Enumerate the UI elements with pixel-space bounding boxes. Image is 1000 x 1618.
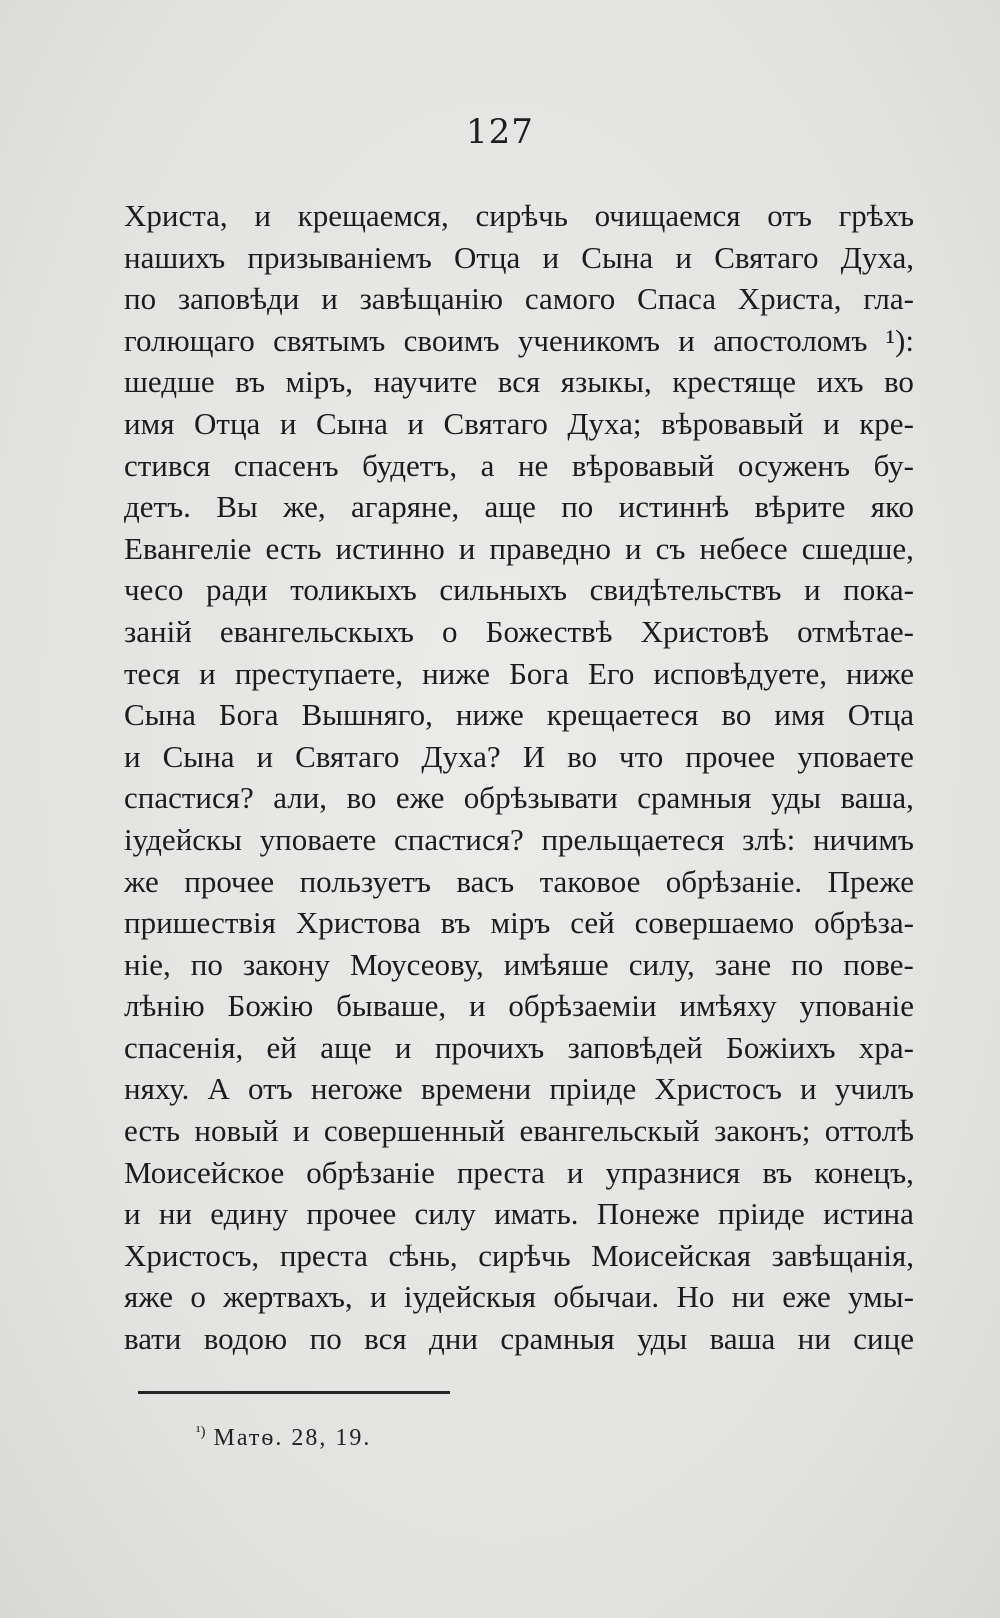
text-line: спастися? али, во еже обрѣзывати срамныя уды ваша, — [124, 780, 914, 816]
text-line: Сына Бога Вышняго, ниже крещаетеся во имя Отца — [124, 697, 914, 733]
text-line: по заповѣди и завѣщанію самого Спаса Христа, гла- — [124, 281, 914, 317]
text-line: спасенія, ей аще и прочихъ заповѣдей Божіихъ хра- — [124, 1029, 914, 1065]
text-line: теся и преступаете, ниже Бога Его исповѣдуете, ниже — [124, 655, 914, 691]
text-line: детъ. Вы же, агаряне, аще по истиннѣ вѣрите яко — [124, 489, 914, 525]
text-line: ніе, по закону Моусеову, имѣяше силу, зане по пове- — [124, 946, 914, 982]
body-text — [124, 195, 914, 1360]
footnote — [196, 1424, 371, 1452]
text-line: яже о жертвахъ, и іудейскыя обычаи. Но ни еже умы- — [124, 1279, 914, 1315]
page-number: 127 — [466, 112, 534, 152]
footnote-text: Матѳ. 28, 19. — [213, 1425, 372, 1451]
text-line: шедше въ міръ, научите вся языкы, крестяще ихъ во — [124, 364, 914, 400]
text-line: няху. А отъ негоже времени пріиде Христосъ и училъ — [124, 1071, 914, 1107]
text-line: голющаго святымъ своимъ ученикомъ и апостоломъ ¹): — [124, 322, 914, 358]
text-line: стився спасенъ будетъ, а не вѣровавый осуженъ бу- — [124, 447, 914, 483]
text-line: заній евангельскыхъ о Божествѣ Христовѣ отмѣтае- — [124, 613, 914, 649]
footnote-marker: ¹) — [196, 1424, 206, 1440]
text-line: есть новый и совершенный евангельскый законъ; оттолѣ — [124, 1113, 914, 1149]
text-line: Моисейское обрѣзаніе преста и упразнися въ конецъ, — [124, 1154, 914, 1190]
footnote-rule — [138, 1391, 450, 1394]
text-line: нашихъ призываніемъ Отца и Сына и Святаго Духа, — [124, 239, 914, 275]
text-line: Христа, и крещаемся, сирѣчь очищаемся отъ грѣхъ — [124, 198, 914, 233]
text-line: лѣнію Божію бываше, и обрѣзаеміи имѣяху упованіе — [124, 988, 914, 1024]
text-line: пришествія Христова въ міръ сей совершаемо обрѣза- — [124, 905, 914, 941]
text-line: и ни едину прочее силу имать. Понеже пріиде истина — [124, 1196, 914, 1232]
text-line: и Сына и Святаго Духа? И во что прочее уповаете — [124, 738, 914, 774]
text-line: имя Отца и Сына и Святаго Духа; вѣровавый и кре- — [124, 405, 914, 441]
text-line: іудейскы уповаете спастися? прельщаетеся злѣ: ничимъ — [124, 821, 914, 857]
text-line: Евангеліе есть истинно и праведно и съ небесе сшедше, — [124, 530, 914, 566]
text-line: Христосъ, преста сѣнь, сирѣчь Моисейская завѣщанія, — [124, 1237, 914, 1273]
text-line: же прочее пользуетъ васъ таковое обрѣзаніе. Преже — [124, 863, 914, 899]
text-line: вати водою по вся дни срамныя уды ваша ни сице — [124, 1321, 914, 1357]
text-line: чесо ради толикыхъ сильныхъ свидѣтельствъ и пока- — [124, 572, 914, 608]
